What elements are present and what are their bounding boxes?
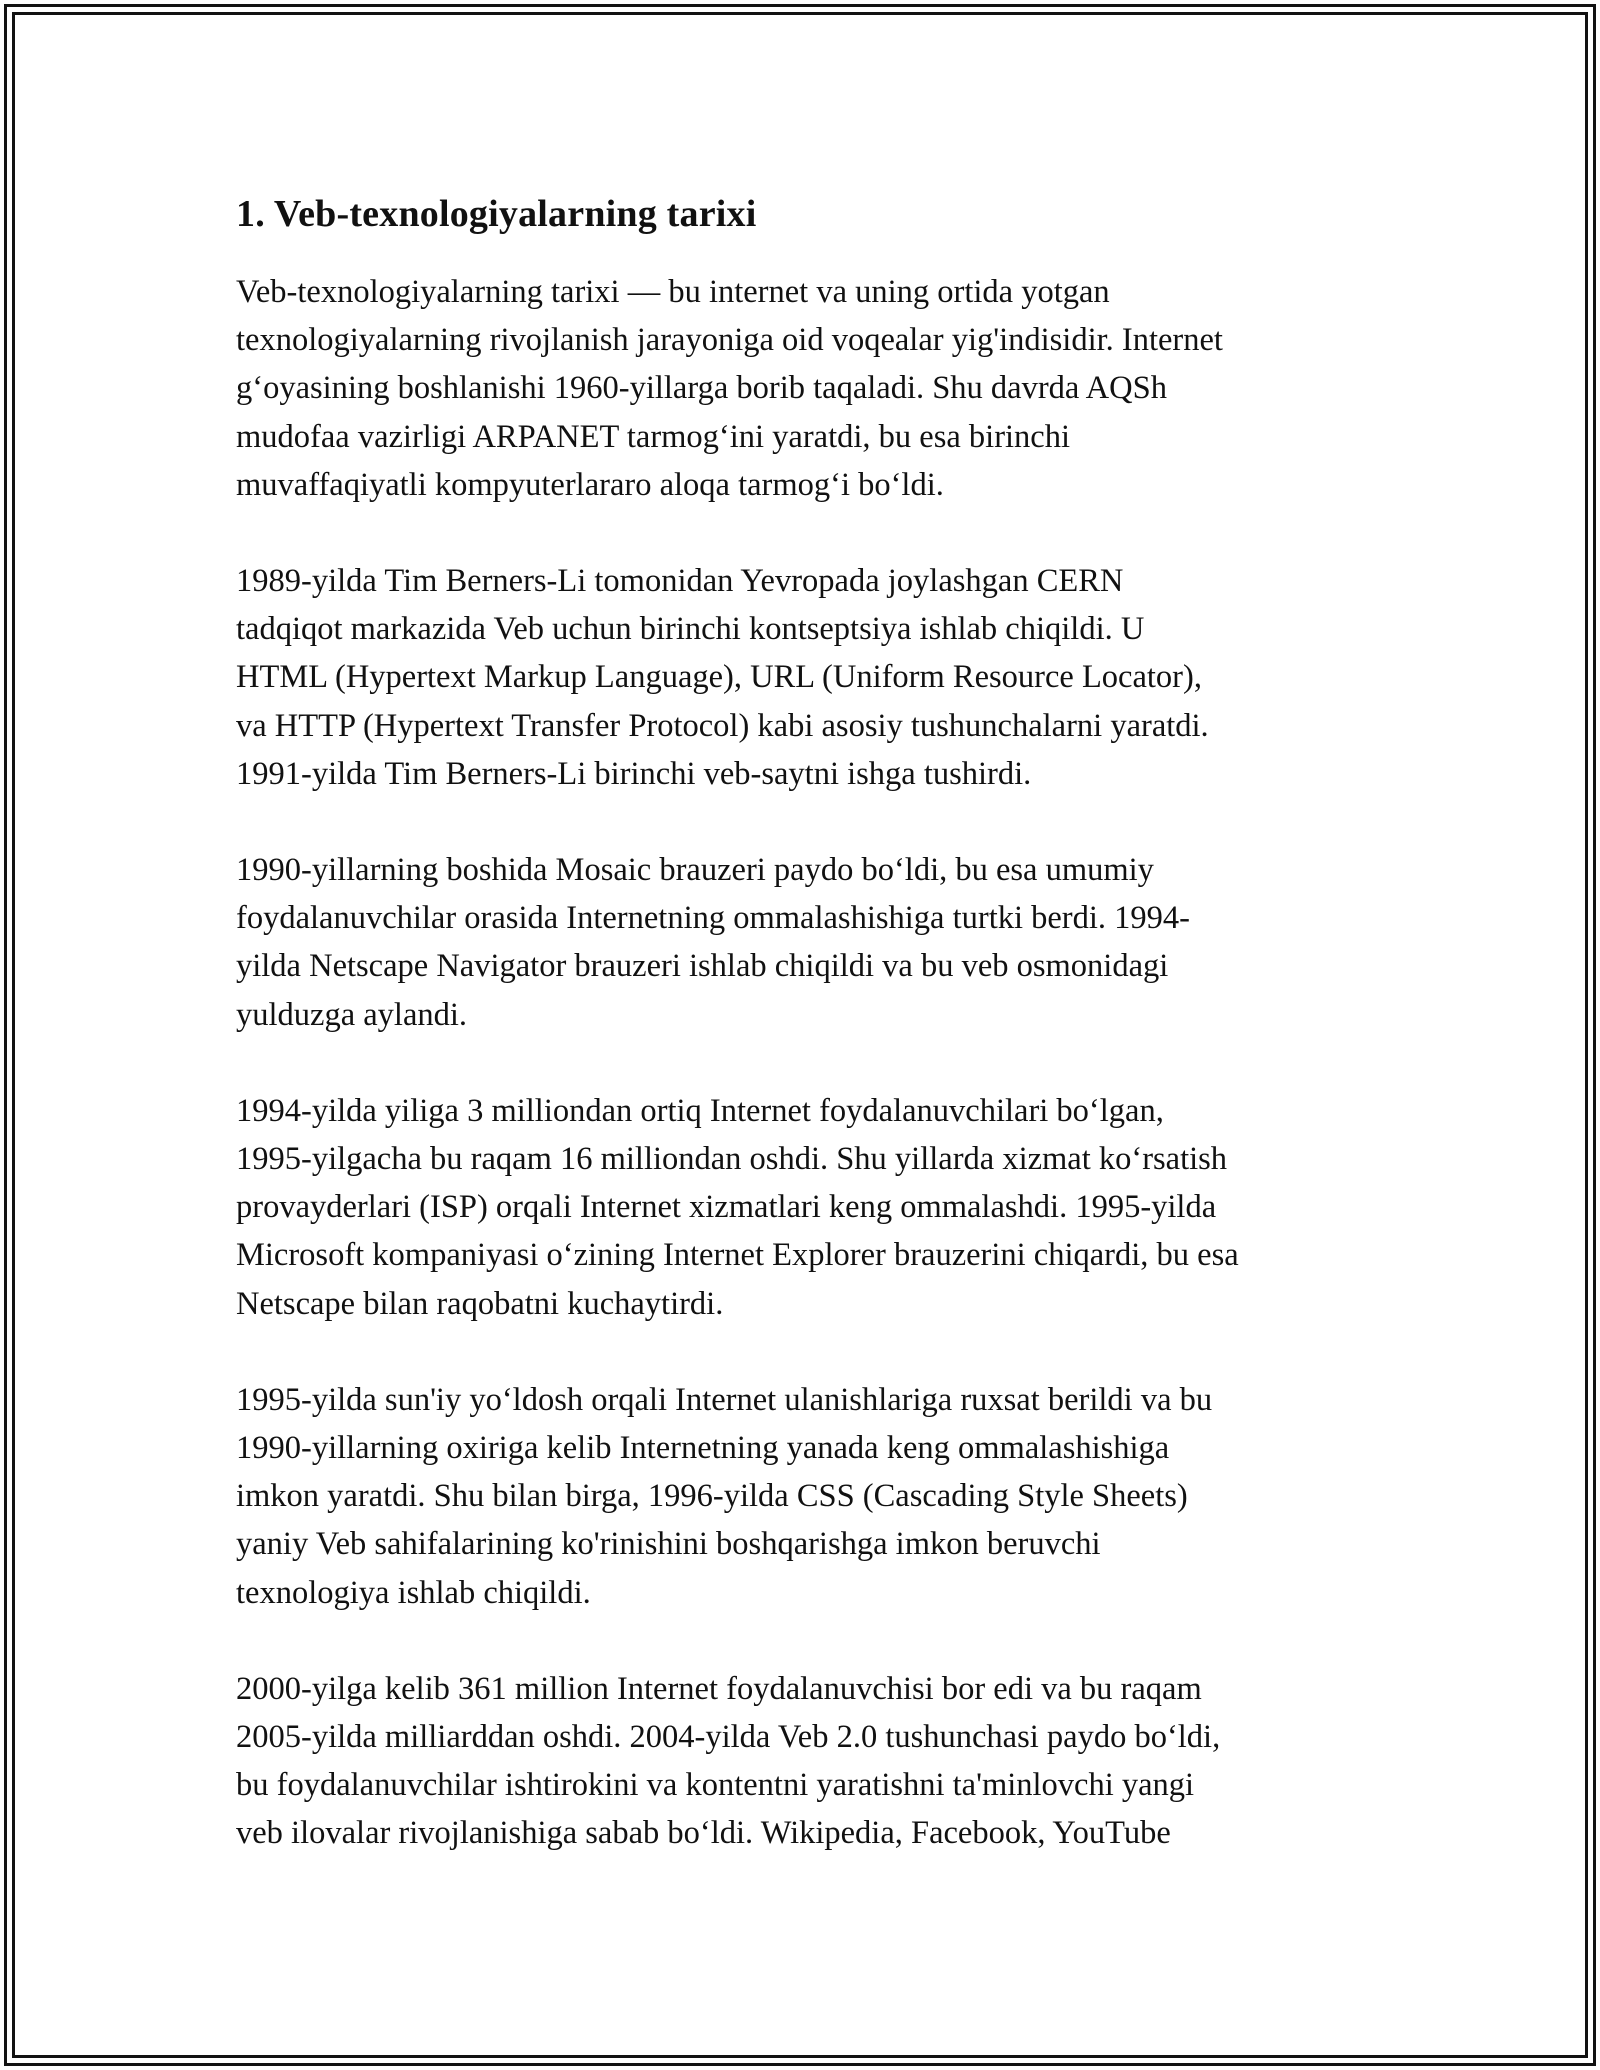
paragraph-mosaic: 1990-yillarning boshida Mosaic brauzeri paydo bo‘ldi, bu esa umumiy foydalanuvchilar orasida Internetning ommalashishiga turtki berdi. 1994- yilda Netscape Navigator brauzeri ishlab chiqildi va bu veb osmonidagi yulduzga aylandi. [236,852,1190,1033]
paragraph-users-1994: 1994-yilda yiliga 3 milliondan ortiq Internet foydalanuvchilari bo‘lgan, 1995-yilgacha bu raqam 16 milliondan oshdi. Shu yillarda xizmat ko‘rsatish provayderlari (ISP) orqali Internet xizmatlari keng ommalashdi. 1995-yilda Microsoft kompaniyasi o‘zining Internet Explorer brauzerini chiqardi, bu esa Netscape bilan raqobatni kuchaytirdi. [236,1092,1239,1322]
paragraph-cern: 1989-yilda Tim Berners-Li tomonidan Yevropada joylashgan CERN tadqiqot markazida Veb uchun birinchi kontseptsiya ishlab chiqildi. U HTML (Hypertext Markup Language), URL (Uniform Resource Locator), va HTTP (Hypertext Transfer Protocol) kabi asosiy tushunchalarni yaratdi. 1991-yilda Tim Berners-Li birinchi veb-saytni ishga tushirdi. [236,563,1209,792]
paragraph-intro: Veb-texnologiyalarning tarixi — bu internet va uning ortida yotgan texnologiyalarning rivojlanish jarayoniga oid voqealar yig'indisidir. Internet g‘oyasining boshlanishi 1960-yillarga borib taqaladi. Shu davrda AQSh mudofaa vazirligi ARPANET tarmog‘ini yaratdi, bu esa birinchi muvaffaqiyatli kompyuterlararo aloqa tarmog‘i bo‘ldi. [236,274,1223,503]
document-body [236,188,1376,1906]
paragraph-satellite-css: 1995-yilda sun'iy yo‘ldosh orqali Internet ulanishlariga ruxsat berildi va bu 1990-yillarning oxiriga kelib Internetning yanada keng ommalashishiga imkon yaratdi. Shu bilan birga, 1996-yilda CSS (Cascading Style Sheets) yaniy Veb sahifalarining ko'rinishini boshqarishga imkon beruvchi texnologiya ishlab chiqildi. [236,1381,1213,1611]
section-heading: 1. Veb-texnologiyalarning tarixi [236,193,757,235]
paragraph-web2: 2000-yilga kelib 361 million Internet foydalanuvchisi bor edi va bu raqam 2005-yilda milliarddan oshdi. 2004-yilda Veb 2.0 tushunchasi paydo bo‘ldi, bu foydalanuvchilar ishtirokini va kontentni yaratishni ta'minlovchi yangi veb ilovalar rivojlanishiga sabab bo‘ldi. Wikipedia, Facebook, YouTube [236,1670,1221,1852]
